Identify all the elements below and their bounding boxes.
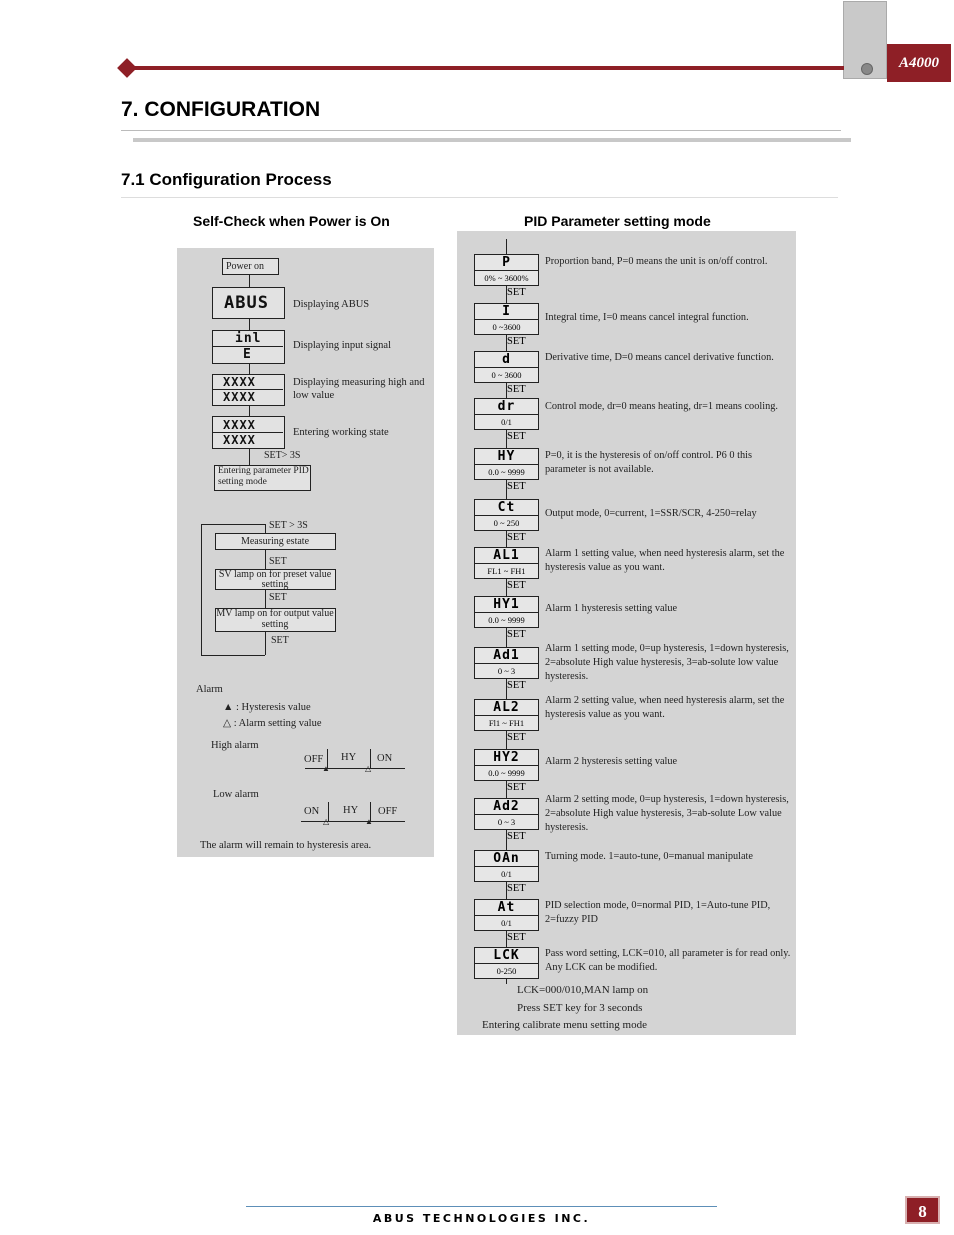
subsection-rule <box>121 197 838 198</box>
loop-line-top <box>201 524 265 525</box>
param-display <box>474 647 539 679</box>
right-column-title: PID Parameter setting mode <box>524 213 711 229</box>
high-off-label: OFF <box>304 754 324 765</box>
flow-line <box>265 550 266 569</box>
param-range: 0.0 ~ 9999 <box>488 768 525 778</box>
set-label: SET <box>507 680 526 691</box>
flow-line <box>265 590 266 608</box>
param-display <box>474 850 539 882</box>
param-code: dr <box>475 399 538 415</box>
set-3s-label: SET> 3S <box>264 450 301 461</box>
low-hy-label: HY <box>343 805 359 816</box>
param-description: PID selection mode, 0=normal PID, 1=Auto-tune PID, 2=fuzzy PID <box>545 900 771 925</box>
flow-line <box>249 275 250 287</box>
param-description: Integral time, I=0 means cancel integral function. <box>545 312 749 323</box>
left-column-title: Self-Check when Power is On <box>193 213 390 229</box>
param-display <box>474 398 539 430</box>
header-rule <box>128 66 844 70</box>
param-display <box>474 798 539 830</box>
high-on-label: ON <box>377 753 393 764</box>
param-code: P <box>475 255 538 271</box>
remain-note: The alarm will remain to hysteresis area. <box>200 840 372 851</box>
pid-parameter-diagram <box>457 231 796 1035</box>
param-code: Ct <box>475 500 538 516</box>
alarm-heading: Alarm <box>196 684 223 695</box>
loop-line-bottom <box>201 655 265 656</box>
flow-line <box>265 524 266 533</box>
param-code: HY2 <box>475 750 538 766</box>
param-code: d <box>475 352 538 368</box>
param-code: AL2 <box>475 700 538 716</box>
set-label: SET <box>507 629 526 640</box>
param-range: 0% ~ 3600% <box>484 273 529 283</box>
param-range: 0/1 <box>501 918 512 928</box>
param-description: Derivative time, D=0 means cancel derivative function. <box>545 352 774 363</box>
header-brand: A4000 <box>887 44 951 82</box>
diamond-icon <box>117 58 137 78</box>
param-code: I <box>475 304 538 320</box>
input-label: Displaying input signal <box>293 340 391 351</box>
power-on-label: Power on <box>226 261 265 272</box>
low-off-label: OFF <box>378 806 398 817</box>
loop-set-3s-label: SET > 3S <box>269 520 308 531</box>
param-display <box>474 351 539 383</box>
high-alarm-label: High alarm <box>211 740 259 751</box>
flow-line <box>265 632 266 655</box>
set-label: SET <box>507 431 526 442</box>
param-description: Alarm 2 setting mode, 0=up hysteresis, 1=down hysteresis, 2=absolute High value hysteresis, 3=ab-solute Low value hysteresis. <box>545 794 789 833</box>
high-hy-label: HY <box>341 752 357 763</box>
set-label: SET <box>507 831 526 842</box>
measuring-display <box>212 374 285 406</box>
high-alarm-axis <box>305 768 405 769</box>
param-code: HY1 <box>475 597 538 613</box>
param-range: 0/1 <box>501 869 512 879</box>
param-description: Output mode, 0=current, 1=SSR/SCR, 4-250=relay <box>545 508 757 519</box>
low-value-text: XXXX <box>223 390 256 404</box>
sv-lamp-box <box>215 569 336 590</box>
param-range: 0.0 ~ 9999 <box>488 615 525 625</box>
param-description: Alarm 2 hysteresis setting value <box>545 756 678 767</box>
param-code: Ad1 <box>475 648 538 664</box>
set-label: SET <box>507 732 526 743</box>
abus-display-text: ABUS <box>224 293 269 313</box>
calibrate-note: Entering calibrate menu setting mode <box>482 1019 647 1031</box>
hysteresis-marker-icon: ▲ <box>322 764 330 773</box>
abus-display <box>212 287 285 319</box>
working-top-text: XXXX <box>223 418 256 432</box>
section-band <box>133 138 851 142</box>
alarm-marker-icon: △ <box>323 817 330 826</box>
low-on-label: ON <box>304 806 320 817</box>
param-range: 0 ~ 250 <box>493 518 520 528</box>
set-label: SET <box>507 336 526 347</box>
high-value-text: XXXX <box>223 375 256 389</box>
param-range: 0 ~ 3 <box>497 817 516 827</box>
low-alarm-label: Low alarm <box>213 789 259 800</box>
set-label: SET <box>269 556 287 567</box>
measuring-estate-label: Measuring estate <box>240 536 310 547</box>
param-description: Pass word setting, LCK=010, all parameter is for read only. Any LCK can be modified. <box>545 948 791 973</box>
subsection-title: 7.1 Configuration Process <box>121 170 332 189</box>
input-display-top: inl <box>235 331 262 346</box>
param-description: Turning mode. 1=auto-tune, 0=manual manipulate <box>545 851 753 862</box>
hysteresis-marker-icon: ▲ <box>365 817 373 826</box>
param-range: FL1 ~ FH1 <box>487 566 526 576</box>
set-label: SET <box>507 287 526 298</box>
low-alarm-axis <box>301 821 405 822</box>
abus-label: Displaying ABUS <box>293 299 370 310</box>
param-display <box>474 749 539 781</box>
working-bottom-text: XXXX <box>223 433 256 447</box>
footer-company: ABUS TECHNOLOGIES INC. <box>372 1212 591 1225</box>
set-label: SET <box>507 932 526 943</box>
alarm-marker-icon: △ <box>365 764 372 773</box>
measuring-estate-box <box>215 533 336 550</box>
flow-line <box>249 449 250 465</box>
param-code: LCK <box>475 948 538 964</box>
param-code: OAn <box>475 851 538 867</box>
param-range: 0/1 <box>501 417 512 427</box>
set-label: SET <box>507 580 526 591</box>
self-check-diagram <box>177 248 434 857</box>
set-label: SET <box>507 532 526 543</box>
param-code: AL1 <box>475 548 538 564</box>
set-label: SET <box>271 635 289 646</box>
param-range: 0-250 <box>496 966 517 976</box>
set-label: SET <box>507 384 526 395</box>
footer-rule <box>246 1206 717 1207</box>
input-display-bottom: E <box>243 347 252 362</box>
press-note: Press SET key for 3 seconds <box>517 1002 643 1014</box>
param-display <box>474 448 539 480</box>
bullet-icon <box>861 63 873 75</box>
page-number: 8 <box>905 1196 940 1224</box>
param-description: Alarm 1 setting mode, 0=up hysteresis, 1=down hysteresis, 2=absolute High value hysteresis, 3=ab-solute low value hysteresis. <box>545 643 789 682</box>
param-description: Alarm 1 hysteresis setting value <box>545 603 678 614</box>
set-label: SET <box>507 883 526 894</box>
param-range: 0 ~ 3600 <box>491 370 522 380</box>
lck-note: LCK=000/010,MAN lamp on <box>517 984 649 996</box>
mv-lamp-box <box>215 608 336 632</box>
measure-label: Displaying measuring high and low value <box>293 377 425 401</box>
param-description: Proportion band, P=0 means the unit is on/off control. <box>545 256 768 267</box>
mv-lamp-label: MV lamp on for output value setting <box>216 608 334 630</box>
param-range: 0 ~3600 <box>492 322 521 332</box>
working-display <box>212 416 285 449</box>
param-display <box>474 547 539 579</box>
alarm-setting-legend: △ : Alarm setting value <box>223 718 322 729</box>
param-description: Alarm 2 setting value, when need hysteresis alarm, set the hysteresis value as you want. <box>545 695 785 720</box>
param-display <box>474 899 539 931</box>
param-display <box>474 254 539 286</box>
flow-line <box>249 406 250 416</box>
param-display <box>474 303 539 335</box>
entering-param-box <box>214 465 311 491</box>
section-title: 7. CONFIGURATION <box>121 98 321 121</box>
param-range: 0.0 ~ 9999 <box>488 467 525 477</box>
param-description: P=0, it is the hysteresis of on/off control. P6 0 this parameter is not available. <box>545 450 752 475</box>
param-range: 0 ~ 3 <box>497 666 516 676</box>
param-display <box>474 947 539 979</box>
flow-line <box>249 364 250 374</box>
param-display <box>474 499 539 531</box>
param-description: Alarm 1 setting value, when need hysteresis alarm, set the hysteresis value as you want. <box>545 548 785 573</box>
param-range: Fl1 ~ FH1 <box>488 718 525 728</box>
input-signal-display <box>212 330 285 364</box>
param-display <box>474 596 539 628</box>
flow-line <box>249 319 250 330</box>
param-code: HY <box>475 449 538 465</box>
section-rule <box>121 130 841 131</box>
param-code: Ad2 <box>475 799 538 815</box>
entering-param-label: Entering parameter PID setting mode <box>218 466 309 487</box>
param-code: At <box>475 900 538 916</box>
power-on-box <box>222 258 279 275</box>
loop-line-left <box>201 524 202 655</box>
set-label: SET <box>269 592 287 603</box>
param-display <box>474 699 539 731</box>
working-label: Entering working state <box>293 427 389 438</box>
hysteresis-legend: ▲ : Hysteresis value <box>223 702 311 713</box>
sv-lamp-label: SV lamp on for preset value setting <box>218 569 332 590</box>
set-label: SET <box>507 782 526 793</box>
param-description: Control mode, dr=0 means heating, dr=1 means cooling. <box>545 401 778 412</box>
set-label: SET <box>507 481 526 492</box>
